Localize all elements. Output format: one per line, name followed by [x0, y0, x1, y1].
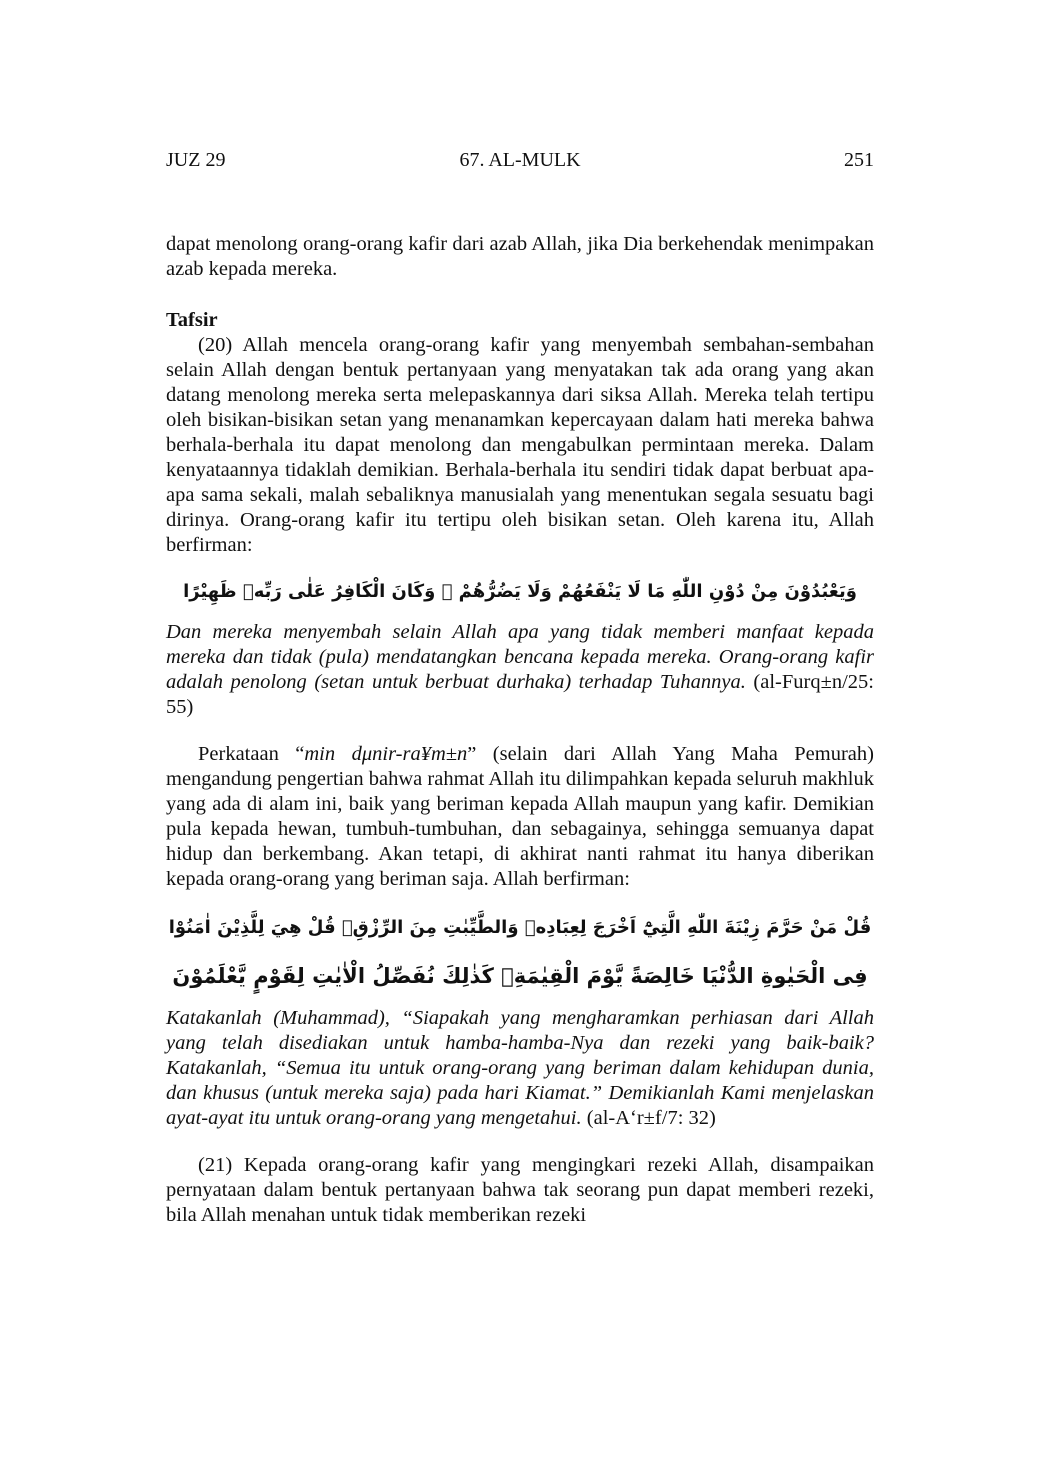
page-number: 251: [844, 149, 874, 171]
arabic-line-1: قُلْ مَنْ حَرَّمَ زِيْنَةَ اللّٰهِ الَّتِيْٓ اَخْرَجَ لِعِبَادِهٖ وَالطَّيِّبٰتِ مِنَ الرِّزْقِۗ قُلْ هِيَ لِلَّذِيْنَ اٰمَنُوْا: [168, 917, 872, 938]
perkataan-rest: ” (selain dari Allah Yang Maha Pemurah) mengandung pengertian bahwa rahmat Allah itu dilimpahkan kepada seluruh makhluk yang ada di alam ini, baik yang beriman kepada Allah maupun yang kafir. Demikian pula kepada hewan, tumbuh-tumbuhan, dan sebagainya, sehingga semuanya dapat hidup dan berkembang. Akan tetapi, di akhirat nanti rahmat itu hanya diberikan kepada orang-orang yang beriman saja. Allah berfirman:: [166, 743, 874, 890]
tafsir-paragraph-21: (21) Kepada orang-orang kafir yang mengingkari rezeki Allah, disampaikan pernyataan dalam bentuk pertanyaan bahwa tak seorang pun dapat memberi rezeki, bila Allah menahan untuk tidak memberikan rezeki: [166, 1154, 874, 1226]
tafsir-paragraph-20: (20) Allah mencela orang-orang kafir yang menyembah sembahan-sembahan selain Allah dengan bentuk pertanyaan yang menyatakan tak ada orang yang akan datang menolong mereka serta melepaskannya dari siksa Allah. Mereka telah tertipu oleh bisikan-bisikan setan yang menanamkan kepercayaan dalam hati mereka bahwa berhala-berhala itu dapat menolong dan mengabulkan permintaan mereka. Dalam kenyataannya tidaklah demikian. Berhala-berhala itu sendiri tidak dapat berbuat apa-apa sama sekali, malah sebaliknya manusialah yang menentukan segala sesuatu bagi dirinya. Orang-orang kafir itu tertipu oleh bisikan setan. Oleh karena itu, Allah berfirman:: [166, 334, 874, 556]
translation-text: Dan mereka menyembah selain Allah apa yang tidak memberi manfaat kepada mereka dan tidak (pula) mendatangkan bencana kepada mereka. Orang-orang kafir adalah penolong (setan untuk berbuat durhaka) terhadap Tuhannya.: [166, 621, 874, 693]
book-page: [166, 0, 874, 1475]
translation-text: Katakanlah (Muhammad), “Siapakah yang mengharamkan perhiasan dari Allah yang telah disediakan untuk hamba-hamba-Nya dan rezeki yang baik-baik? Katakanlah, “Semua itu untuk orang-orang yang beriman dalam kehidupan dunia, dan khusus (untuk mereka saja) pada hari Kiamat.” Demikianlah Kami menjelaskan ayat-ayat itu untuk orang-orang yang mengetahui.: [166, 1007, 874, 1129]
translation-araf-32: [166, 1006, 874, 1131]
translation-furqan-55: [166, 620, 874, 720]
arabic-verse-furqan-55: وَيَعْبُدُوْنَ مِنْ دُوْنِ اللّٰهِ مَا لَا يَنْفَعُهُمْ وَلَا يَضُرُّهُمْ ۗ وَكَانَ الْكَافِرُ عَلٰى رَبِّهٖ ظَهِيْرًا: [183, 581, 857, 602]
verse-reference: (al-Furq±n/25: 55): [166, 671, 874, 718]
verse-reference: (al-A‘r±f/7: 32): [586, 1107, 716, 1129]
section-title: Tafsir: [166, 309, 218, 331]
perkataan-lead: Perkataan “: [198, 743, 305, 765]
intro-paragraph: dapat menolong orang-orang kafir dari azab Allah, jika Dia berkehendak menimpakan azab kepada mereka.: [166, 233, 874, 280]
arabic-line-2: فِى الْحَيٰوةِ الدُّنْيَا خَالِصَةً يَّوْمَ الْقِيٰمَةِۗ كَذٰلِكَ نُفَصِّلُ الْاٰيٰتِ لِقَوْمٍ يَّعْلَمُوْنَ: [172, 964, 868, 988]
transliterated-term: min dμnir-ra¥m±n: [304, 743, 468, 765]
arabic-verse-araf-32: [166, 904, 874, 1000]
running-header: [166, 146, 874, 174]
juz-label: JUZ 29: [166, 149, 226, 171]
paragraph-perkataan: [166, 742, 874, 892]
page-body: [166, 232, 874, 1228]
surah-title: 67. AL-MULK: [459, 149, 581, 171]
